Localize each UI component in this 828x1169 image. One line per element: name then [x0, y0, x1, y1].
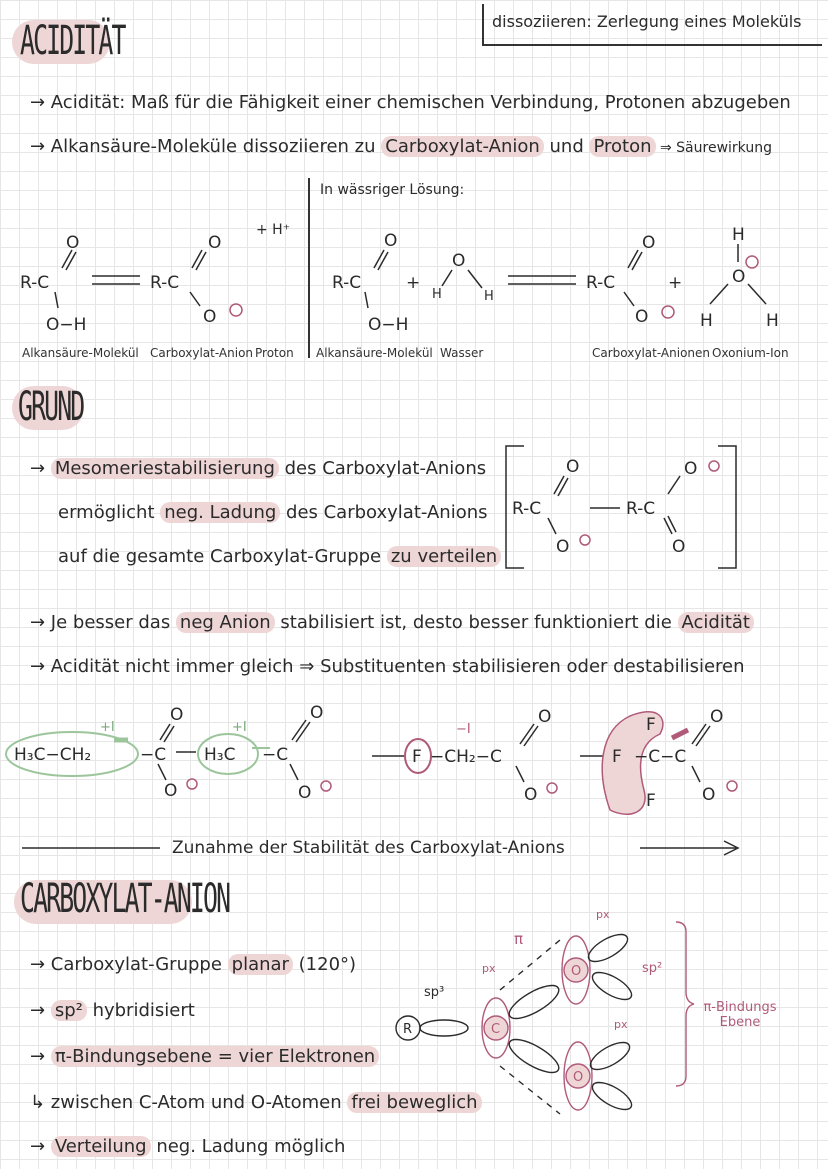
- atom-r-label: R: [403, 1022, 413, 1037]
- atom-o-label: O: [571, 964, 582, 979]
- svg-text:−C−C: −C−C: [634, 747, 687, 767]
- svg-text:O: O: [672, 537, 686, 557]
- plus-i-label: +I: [100, 720, 115, 735]
- svg-text:F: F: [612, 747, 622, 767]
- text: hybridisiert: [86, 1000, 195, 1021]
- term-mesomerie: Mesomeriestabilisierung: [51, 458, 279, 479]
- term-carboxylat-anion: Carboxylat-Anion: [381, 136, 544, 157]
- text: → Je besser das: [30, 612, 176, 633]
- svg-text:R-C: R-C: [150, 273, 180, 293]
- svg-text:−C: −C: [262, 745, 289, 765]
- svg-text:H: H: [732, 225, 745, 245]
- atom-o-label-2: O: [573, 1070, 584, 1085]
- text: stabilisiert ist, desto besser funktioniert die: [274, 612, 678, 633]
- term-sp2: sp²: [51, 1000, 87, 1021]
- svg-text:O: O: [635, 307, 649, 327]
- term-aciditaet: Acidität: [678, 612, 754, 633]
- svg-text:+: +: [406, 273, 421, 293]
- term-verteilung: Verteilung: [51, 1136, 151, 1157]
- label-carboxylat-2: Carboxylat-Anionen: [592, 346, 711, 360]
- svg-text:O: O: [538, 707, 552, 727]
- sp2-label: sp²: [642, 961, 663, 976]
- heading-carboxylat-anion: CARBOXYLAT-ANION: [20, 876, 230, 922]
- svg-text:R-C: R-C: [512, 499, 542, 519]
- svg-text:H: H: [766, 311, 779, 331]
- svg-text:−CH₂−C: −CH₂−C: [430, 747, 502, 767]
- px-label-3: px: [614, 1018, 628, 1031]
- svg-text:O−H: O−H: [368, 315, 409, 335]
- heading-aciditaet: ACIDITÄT: [20, 18, 125, 64]
- text: des Carboxylat-Anions: [280, 502, 488, 523]
- text: → Alkansäure-Moleküle dissoziieren zu: [30, 136, 382, 157]
- term-neg-anion: neg Anion: [176, 612, 275, 633]
- plus-i-label-2: +I: [232, 720, 247, 735]
- svg-text:R-C: R-C: [626, 499, 656, 519]
- label-alkansaeure-2: Alkansäure-Molekül: [316, 346, 433, 360]
- svg-text:R-C: R-C: [20, 273, 50, 293]
- term-neg-ladung: neg. Ladung: [160, 502, 280, 523]
- px-label: px: [482, 962, 496, 975]
- text: →: [30, 1136, 51, 1157]
- acid-definition: → Acidität: Maß für die Fähigkeit einer chemischen Verbindung, Protonen abzugeben: [30, 92, 791, 113]
- minus-i-label: −I: [456, 722, 471, 737]
- svg-text:R-C: R-C: [586, 273, 616, 293]
- svg-text:−C: −C: [140, 745, 167, 765]
- svg-text:O: O: [66, 233, 80, 253]
- svg-text:O: O: [452, 251, 466, 271]
- svg-text:+: +: [668, 273, 683, 293]
- svg-text:O: O: [203, 307, 217, 327]
- svg-text:H: H: [432, 287, 442, 302]
- term-frei-beweglich: frei beweglich: [347, 1092, 481, 1113]
- sp3-label: sp³: [424, 985, 445, 1000]
- text: ermöglicht: [58, 502, 161, 523]
- text: →: [30, 458, 51, 479]
- svg-text:O: O: [566, 457, 580, 477]
- text: auf die gesamte Carboxylat-Gruppe: [58, 546, 387, 567]
- text: des Carboxylat-Anions: [278, 458, 487, 479]
- svg-text:O: O: [524, 785, 538, 805]
- svg-text:O: O: [642, 233, 656, 253]
- term-planar: planar: [228, 954, 293, 975]
- svg-text:F: F: [646, 791, 656, 811]
- proton-symbol: + H⁺: [256, 222, 291, 238]
- label-wasser: Wasser: [440, 346, 484, 360]
- svg-text:F: F: [646, 715, 656, 735]
- svg-text:H: H: [484, 289, 494, 304]
- text: ↳ zwischen C-Atom und O-Atomen: [30, 1092, 348, 1113]
- text: ⇒ Säurewirkung: [655, 140, 772, 156]
- svg-text:O: O: [170, 705, 184, 725]
- svg-text:O: O: [684, 459, 698, 479]
- label-proton: Proton: [255, 346, 294, 360]
- text: neg. Ladung möglich: [150, 1136, 346, 1157]
- stability-trend: Zunahme der Stabilität des Carboxylat-Anions: [172, 838, 565, 858]
- pi-plane-label: π-Bindungs Ebene: [703, 1000, 777, 1030]
- text: → Carboxylat-Gruppe: [30, 954, 228, 975]
- text: (120°): [292, 954, 357, 975]
- term-verteilen: zu verteilen: [387, 546, 501, 567]
- svg-text:R-C: R-C: [332, 273, 362, 293]
- svg-text:F: F: [412, 747, 422, 767]
- svg-text:O: O: [732, 267, 746, 287]
- svg-text:O: O: [556, 537, 570, 557]
- text: und: [543, 136, 590, 157]
- text: →: [30, 1046, 51, 1067]
- label-alkansaeure: Alkansäure-Molekül: [22, 346, 139, 360]
- term-pi-bindungsebene: π-Bindungsebene = vier Elektronen: [51, 1046, 379, 1067]
- pi-label: π: [514, 930, 524, 948]
- heading-grund: GRUND: [18, 384, 84, 430]
- svg-text:H₃C: H₃C: [204, 745, 236, 765]
- text: →: [30, 1000, 51, 1021]
- aqueous-label: In wässriger Lösung:: [320, 182, 465, 198]
- svg-text:O: O: [164, 781, 178, 801]
- svg-text:O−H: O−H: [46, 315, 87, 335]
- term-proton: Proton: [589, 136, 655, 157]
- px-label-2: px: [596, 908, 610, 921]
- svg-text:H₃C−CH₂: H₃C−CH₂: [14, 745, 92, 765]
- grund-line-5: → Acidität nicht immer gleich ⇒ Substituenten stabilisieren oder destabilisieren: [30, 656, 745, 677]
- label-oxonium: Oxonium-Ion: [712, 346, 789, 360]
- definition-note: dissoziieren: Zerlegung eines Moleküls: [492, 12, 802, 31]
- label-carboxylat: Carboxylat-Anion: [150, 346, 254, 360]
- svg-text:O: O: [384, 231, 398, 251]
- svg-text:O: O: [208, 233, 222, 253]
- svg-text:O: O: [298, 783, 312, 803]
- atom-c-label: C: [491, 1022, 501, 1037]
- svg-text:O: O: [710, 707, 724, 727]
- svg-text:O: O: [310, 703, 324, 723]
- svg-text:H: H: [700, 311, 713, 331]
- svg-text:O: O: [702, 785, 716, 805]
